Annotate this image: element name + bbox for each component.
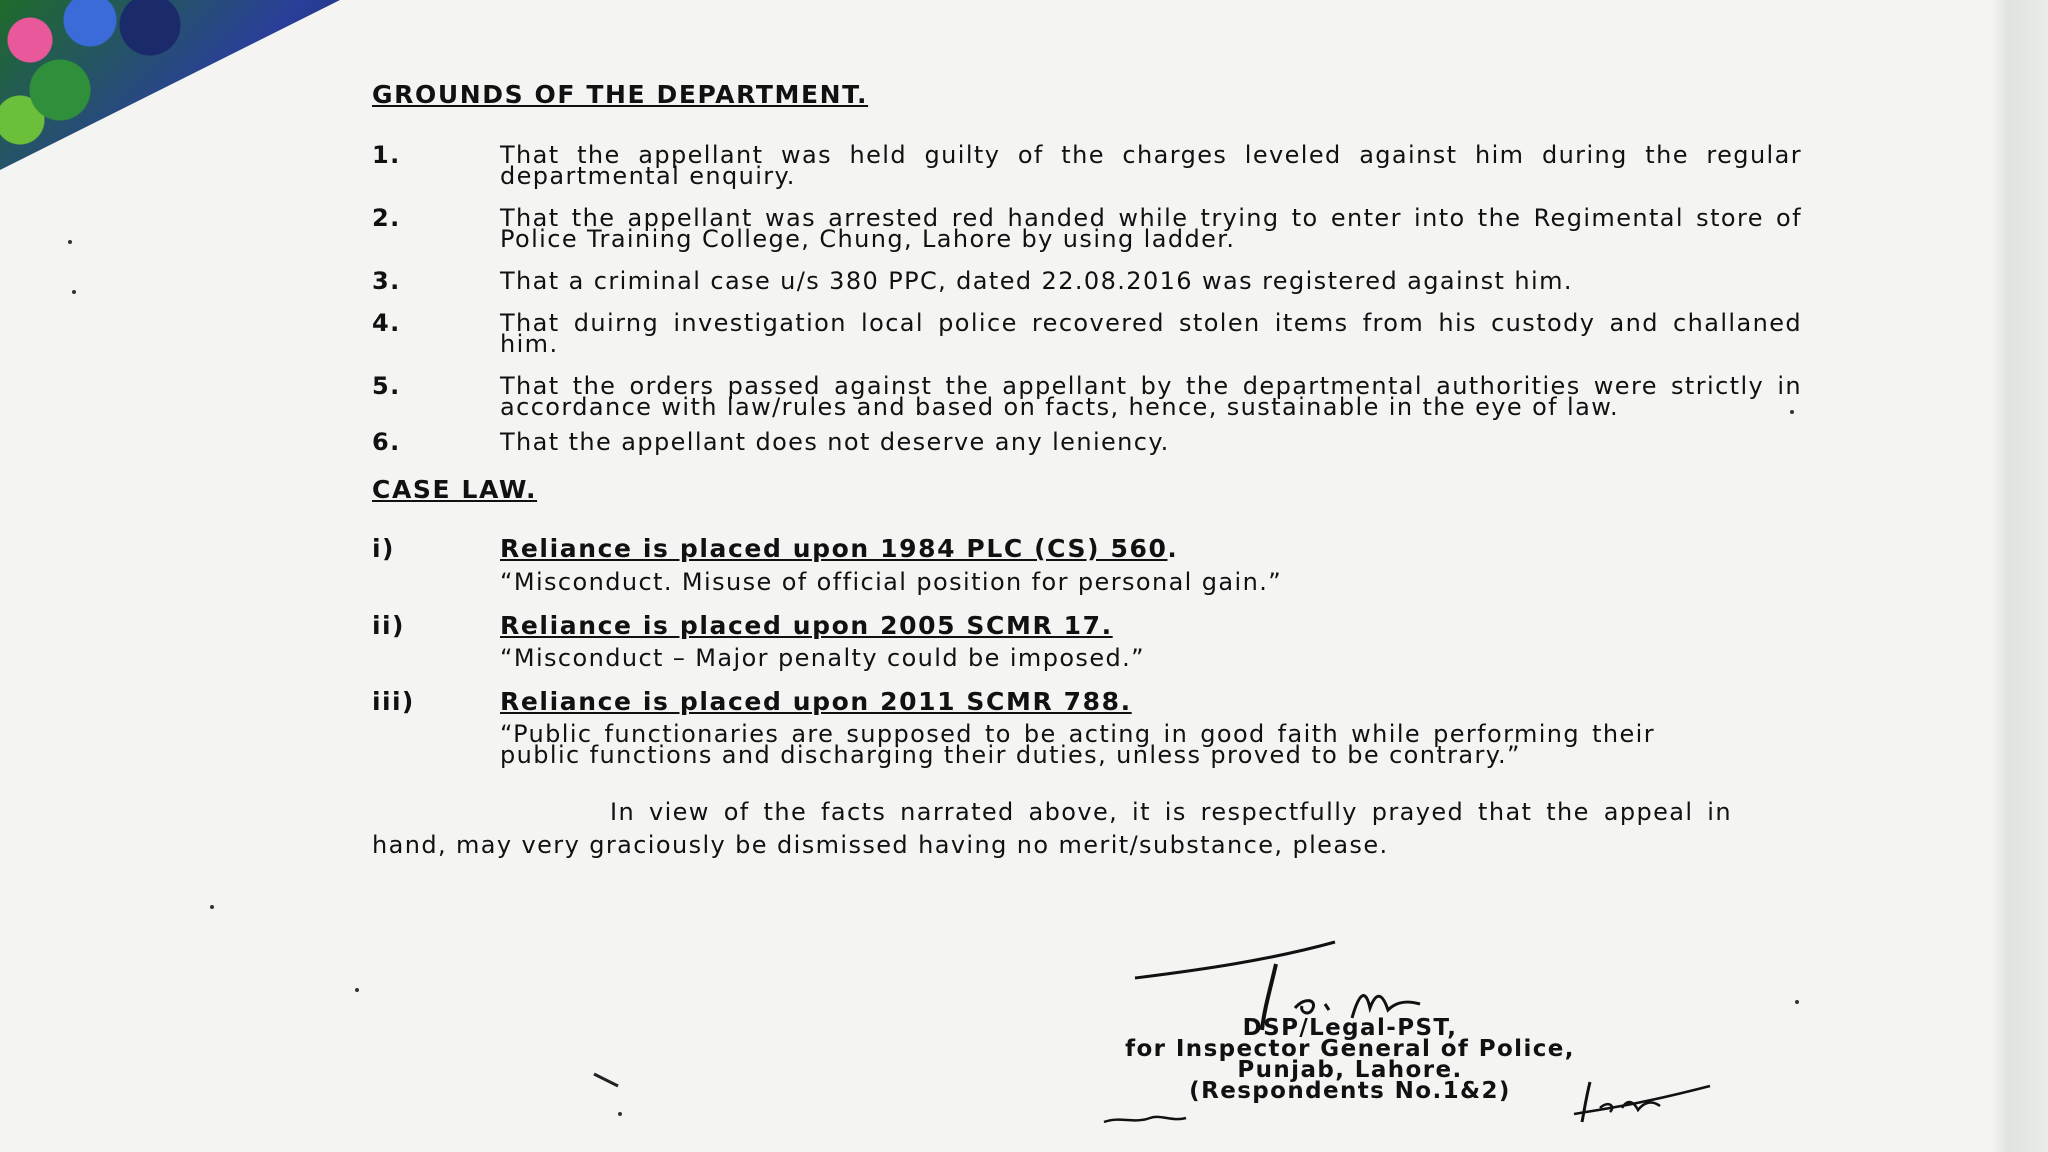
scan-speck (210, 905, 214, 909)
ground-item (372, 372, 1802, 421)
ground-text: That a criminal case u/s 380 PPC, dated 22.08.2016 was registered against him. (500, 267, 1573, 295)
ground-item (372, 267, 1802, 295)
ground-text: That duirng investigation local police recovered stolen items from his custody and challaned him. (500, 309, 1802, 358)
ground-item (372, 309, 1802, 358)
initials-mark (1570, 1078, 1720, 1126)
case-law-item (372, 534, 1802, 563)
case-law-citation: Reliance is placed upon 2005 SCMR 17. (500, 611, 1113, 640)
ground-number: 3. (372, 267, 401, 295)
case-law-quote: “Public functionaries are supposed to be acting in good faith while performing their public functions and discharging their duties, unless proved to be contrary.” (500, 720, 1655, 769)
prayer-paragraph (372, 796, 1732, 862)
scan-speck (618, 1112, 622, 1116)
case-law-number: i) (372, 534, 395, 563)
scan-speck (68, 240, 72, 244)
case-law-citation-suffix: . (1167, 535, 1178, 563)
ground-number: 4. (372, 309, 401, 337)
scan-speck (1795, 1000, 1799, 1004)
signature-on-behalf: for Inspector General of Police, (1125, 1036, 1575, 1062)
ground-text: That the orders passed against the appellant by the departmental authorities were strictly in accordance with law/rules and based on facts, hence, sustainable in the eye of law. (500, 372, 1802, 421)
case-law-citation: Reliance is placed upon 1984 PLC (CS) 560 (500, 534, 1168, 563)
ground-number: 1. (372, 141, 401, 169)
case-law-heading: CASE LAW. (372, 475, 538, 504)
case-law-number: iii) (372, 687, 415, 716)
ground-item (372, 204, 1802, 253)
document-page (372, 80, 1802, 862)
case-law-item (372, 687, 1802, 716)
ground-text: That the appellant does not deserve any leniency. (500, 428, 1170, 456)
signature-location: Punjab, Lahore. (1237, 1057, 1463, 1083)
ground-item (372, 428, 1802, 456)
page-edge-shadow (1992, 0, 2048, 1152)
stray-pen-mark (592, 1072, 622, 1090)
small-scribble-mark (1100, 1108, 1190, 1132)
case-law-item (372, 611, 1802, 640)
case-law-citation: Reliance is placed upon 2011 SCMR 788. (500, 687, 1132, 716)
ground-number: 2. (372, 204, 401, 232)
case-law-quote: “Misconduct. Misuse of official position for personal gain.” (500, 568, 1283, 596)
scan-speck (72, 290, 76, 294)
signature-designation: DSP/Legal-PST, (1242, 1015, 1458, 1041)
signature-respondents: (Respondents No.1&2) (1189, 1078, 1511, 1104)
ground-text: That the appellant was held guilty of the charges leveled against him during the regular departmental enquiry. (500, 141, 1802, 190)
case-law-number: ii) (372, 611, 405, 640)
corner-photo-fragment (0, 0, 340, 170)
scan-speck (355, 988, 359, 992)
ground-text: That the appellant was arrested red handed while trying to enter into the Regimental store of Police Training College, Chung, Lahore by using ladder. (500, 204, 1802, 253)
scan-speck (1790, 410, 1794, 414)
prayer-text: In view of the facts narrated above, it is respectfully prayed that the appeal in hand, may very graciously be dismissed having no merit/substance, please. (372, 798, 1732, 859)
ground-number: 6. (372, 428, 401, 456)
case-law-quote: “Misconduct – Major penalty could be imposed.” (500, 644, 1145, 672)
ground-number: 5. (372, 372, 401, 400)
grounds-heading: GROUNDS OF THE DEPARTMENT. (372, 80, 869, 109)
ground-item (372, 141, 1802, 190)
